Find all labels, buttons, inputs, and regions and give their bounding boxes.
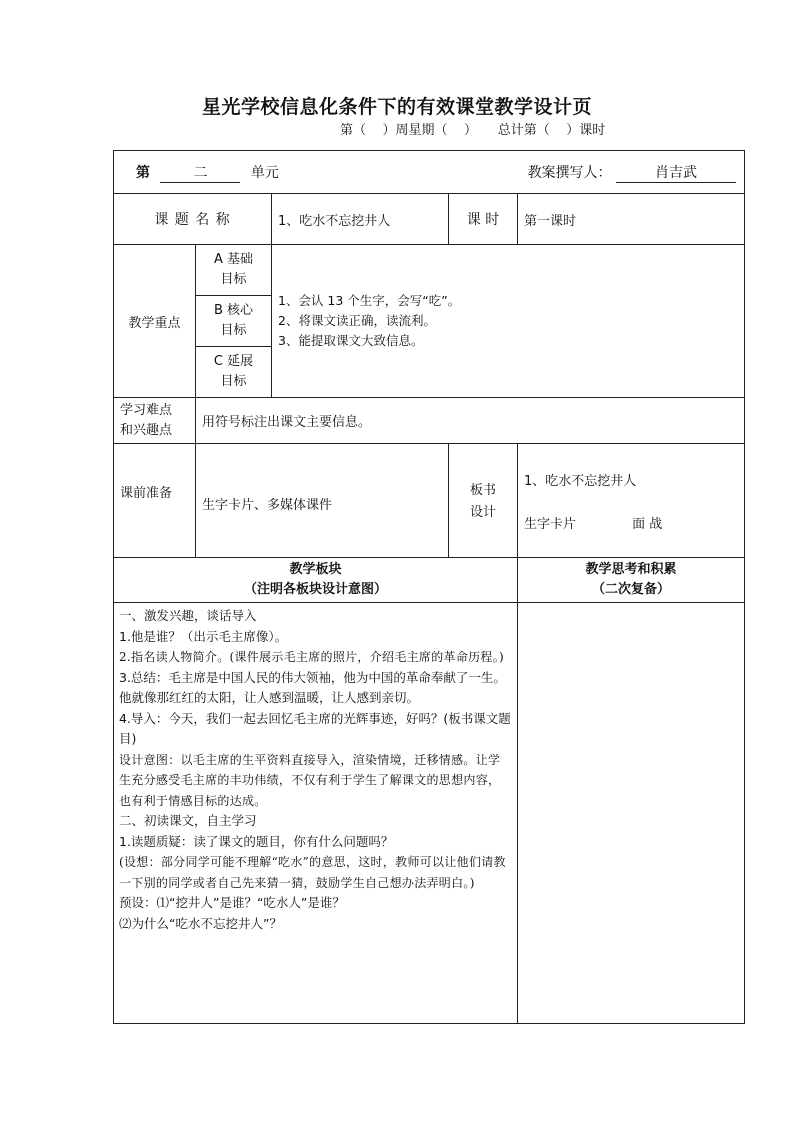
prep-row [114,444,745,558]
objective-b-line1: B 核心 [213,303,254,318]
focus-label: 教学重点 [114,245,196,398]
lesson-name-value: 1、吃水不忘挖井人 [272,194,449,245]
content-paragraph: 二、初读课文，自主学习 [119,813,257,828]
unit-info [136,162,279,183]
board-label-line2: 设计 [469,505,496,520]
content-paragraph: (设想：部分同学可能不理解“吃水”的意思，这时，教师可以让他们请教一下别的同学或者自己先来猜一猜，鼓励学生自己想办法弄明白。) [119,855,506,890]
board-line2-a: 生字卡片 [524,517,577,532]
document-title: 星光学校信息化条件下的有效课堂教学设计页 [201,96,592,118]
right-section-header [518,558,745,603]
difficulty-label-line2: 和兴趣点 [120,422,173,438]
content-paragraph: 2.指名读人物简介。(课件展示毛主席的照片，介绍毛主席的革命历程。) [119,650,505,664]
author-label: 教案撰写人： [527,164,612,181]
lesson-period-label: 课 时 [449,194,518,245]
content-paragraph: 1.读题质疑：读了课文的题目，你有什么问题吗？ [119,833,394,849]
content-row [114,603,745,1024]
prep-label: 课前准备 [114,444,196,558]
lesson-period-value: 第一课时 [518,194,745,245]
focus-item: 1、会认 13 个生字，会写“吃”。 [278,293,461,308]
board-design [518,444,745,558]
right-section-title: 教学思考和积累 [585,562,677,577]
unit-suffix: 单元 [250,164,279,181]
content-paragraph: ⑵为什么“吃水不忘挖井人”？ [119,915,282,931]
focus-item: 2、将课文读正确，读流利。 [278,313,436,328]
objective-a-line2: 目标 [220,272,247,287]
unit-cell [114,151,745,194]
content-paragraph: 1.他是谁？（出示毛主席像）。 [119,628,288,644]
focus-items [272,245,745,398]
board-line1: 1、吃水不忘挖井人 [524,474,637,489]
unit-number: 二 [160,162,240,183]
section-header-row [114,558,745,603]
content-paragraph: 4.导入：今天，我们一起去回忆毛主席的光辉事迹，好吗？(板书课文题目) [119,710,511,746]
difficulty-value: 用符号标注出课文主要信息。 [196,398,745,444]
objective-c [196,347,272,398]
prep-value: 生字卡片、多媒体课件 [196,444,449,558]
content-paragraph: 一、激发兴趣，谈话导入 [119,608,257,623]
content-paragraph: 预设：⑴“挖井人”是谁？“吃水人”是谁？ [119,895,345,910]
unit-prefix: 第 [136,164,150,181]
objective-b-line2: 目标 [220,323,247,338]
lesson-row [114,194,745,245]
teaching-content [114,603,518,1024]
left-section-header [114,558,518,603]
objective-a-line1: A 基础 [213,252,254,267]
board-line2-b: 面 战 [632,517,663,532]
right-section-subtitle: （二次复备） [592,582,671,597]
left-section-subtitle: （注明各板块设计意图） [243,582,387,597]
unit-row [114,151,745,194]
objective-c-line2: 目标 [220,374,247,389]
focus-row-a [114,245,745,296]
document-subtitle: 第（ ）周星期（ ） 总计第（ ）课时 [340,123,606,138]
content-paragraph: 设计意图：以毛主席的生平资料直接导入，渲染情境，迁移情感。让学生充分感受毛主席的丰功伟绩，不仅有利于学生了解课文的思想内容，也有利于情感目标的达成。 [119,752,501,808]
board-label [449,444,518,558]
lesson-name-label: 课 题 名 称 [114,194,272,245]
objective-c-line1: C 延展 [213,354,254,369]
content-paragraph: 3.总结：毛主席是中国人民的伟大领袖，他为中国的革命奉献了一生。他就像那红红的太阳，让人感到温暖，让人感到亲切。 [119,669,506,705]
author-info [528,162,736,183]
difficulty-label-line1: 学习难点 [120,402,173,418]
author-name: 肖吉武 [616,162,736,183]
focus-item: 3、能提取课文大致信息。 [278,333,424,348]
objective-a [196,245,272,296]
objective-b [196,296,272,347]
lesson-plan-table [113,150,745,1024]
difficulty-row [114,398,745,444]
reflection-notes [518,603,745,1024]
left-section-title: 教学板块 [289,562,342,577]
difficulty-label [114,398,196,444]
board-line2 [524,513,744,532]
board-label-line1: 板书 [469,483,496,498]
